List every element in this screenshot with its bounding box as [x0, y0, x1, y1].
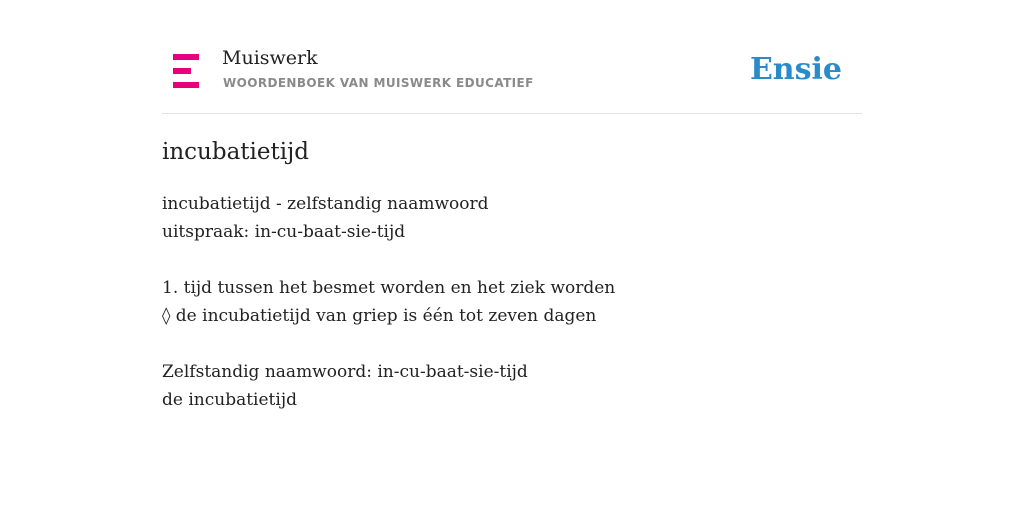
site-header [162, 0, 862, 114]
entry-headline: incubatietijd - zelfstandig naamwoord [162, 194, 489, 214]
site-subtitle: WOORDENBOEK VAN MUISWERK EDUCATIEF [223, 76, 534, 90]
entry-pos-line: Zelfstandig naamwoord: in-cu-baat-sie-tijd [162, 362, 528, 382]
page-container [162, 0, 862, 410]
entry-example: ◊ de incubatietijd van griep is één tot zeven dagen [162, 306, 597, 326]
muiswerk-logo-icon[interactable] [173, 54, 199, 88]
entry-definition: 1. tijd tussen het besmet worden en het ziek worden [162, 278, 616, 298]
entry-spacer [162, 246, 615, 274]
ensie-brand-link[interactable]: Ensie [749, 52, 842, 87]
logo-bar-middle [173, 68, 191, 74]
logo-bar-bottom [173, 82, 199, 88]
site-name[interactable]: Muiswerk [222, 47, 318, 69]
logo-bar-top [173, 54, 199, 60]
entry-spacer [162, 330, 615, 358]
entry-article-line: de incubatietijd [162, 390, 297, 410]
dictionary-entry [162, 190, 615, 414]
entry-pronunciation: uitspraak: in-cu-baat-sie-tijd [162, 222, 406, 242]
page-title: incubatietijd [162, 139, 309, 165]
